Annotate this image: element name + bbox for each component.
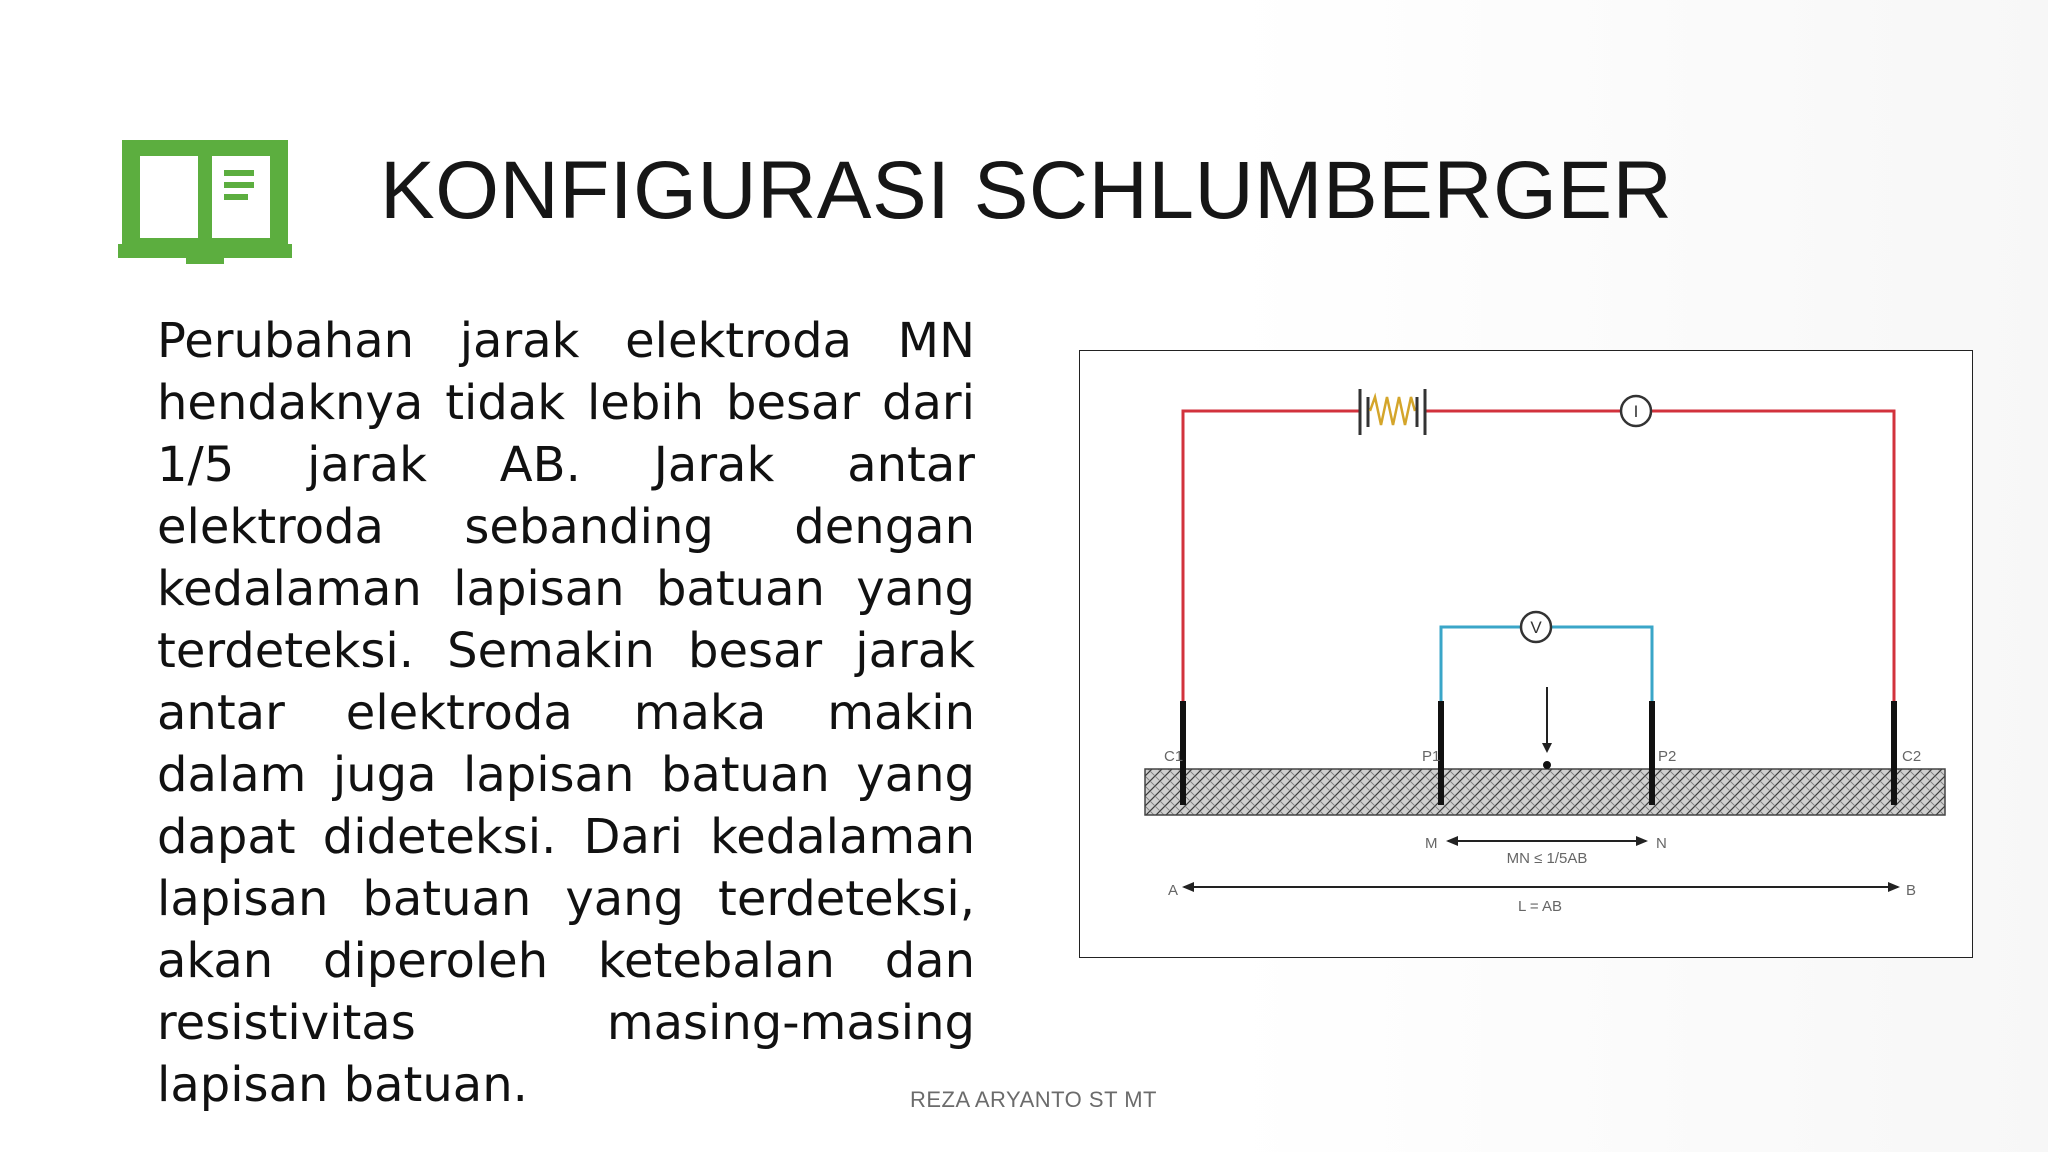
label-p2: P2 bbox=[1658, 748, 1677, 765]
mn-dimension bbox=[1446, 836, 1648, 846]
book-icon bbox=[118, 136, 292, 266]
label-a: A bbox=[1168, 882, 1179, 899]
ammeter-icon bbox=[1621, 396, 1651, 426]
ground-layer bbox=[1145, 769, 1945, 815]
schlumberger-diagram bbox=[1079, 350, 1973, 958]
battery-resistor-icon bbox=[1360, 389, 1425, 435]
label-b: B bbox=[1906, 882, 1917, 899]
label-m: M bbox=[1425, 835, 1438, 852]
electrode-p2 bbox=[1649, 701, 1655, 805]
body-paragraph: Perubahan jarak elektroda MN hendaknya tidak lebih besar dari 1/5 jarak AB. Jarak antar elektroda sebanding dengan kedalaman lapisan batuan yang terdeteksi. Semakin besar jarak antar elektroda maka makin dalam juga lapisan batuan yang dapat dideteksi. Dari kedalaman lapisan batuan yang terdeteksi, akan diperoleh ketebalan dan resistivitas masing-masing lapisan batuan. bbox=[157, 313, 975, 1113]
label-p1: P1 bbox=[1422, 748, 1441, 765]
ammeter-symbol: I bbox=[1633, 402, 1639, 421]
current-wire-right bbox=[1652, 411, 1894, 796]
voltmeter-icon bbox=[1521, 612, 1551, 642]
footer-author: REZA ARYANTO ST MT bbox=[910, 1087, 1157, 1112]
label-n: N bbox=[1656, 835, 1667, 852]
diagram-svg bbox=[1080, 351, 1974, 959]
slide-title: KONFIGURASI SCHLUMBERGER bbox=[380, 145, 1673, 236]
ab-dimension bbox=[1182, 882, 1900, 892]
voltmeter-symbol: V bbox=[1530, 618, 1542, 637]
ab-rule-label: L = AB bbox=[1517, 898, 1563, 915]
current-circuit bbox=[1183, 411, 1894, 796]
label-c1: C1 bbox=[1164, 748, 1184, 765]
center-depth-arrow bbox=[1542, 687, 1552, 769]
mn-rule-label: MN ≤ 1/5AB bbox=[1506, 850, 1588, 867]
current-wire-left bbox=[1183, 411, 1360, 796]
electrode-c2 bbox=[1891, 701, 1897, 805]
label-c2: C2 bbox=[1902, 748, 1922, 765]
